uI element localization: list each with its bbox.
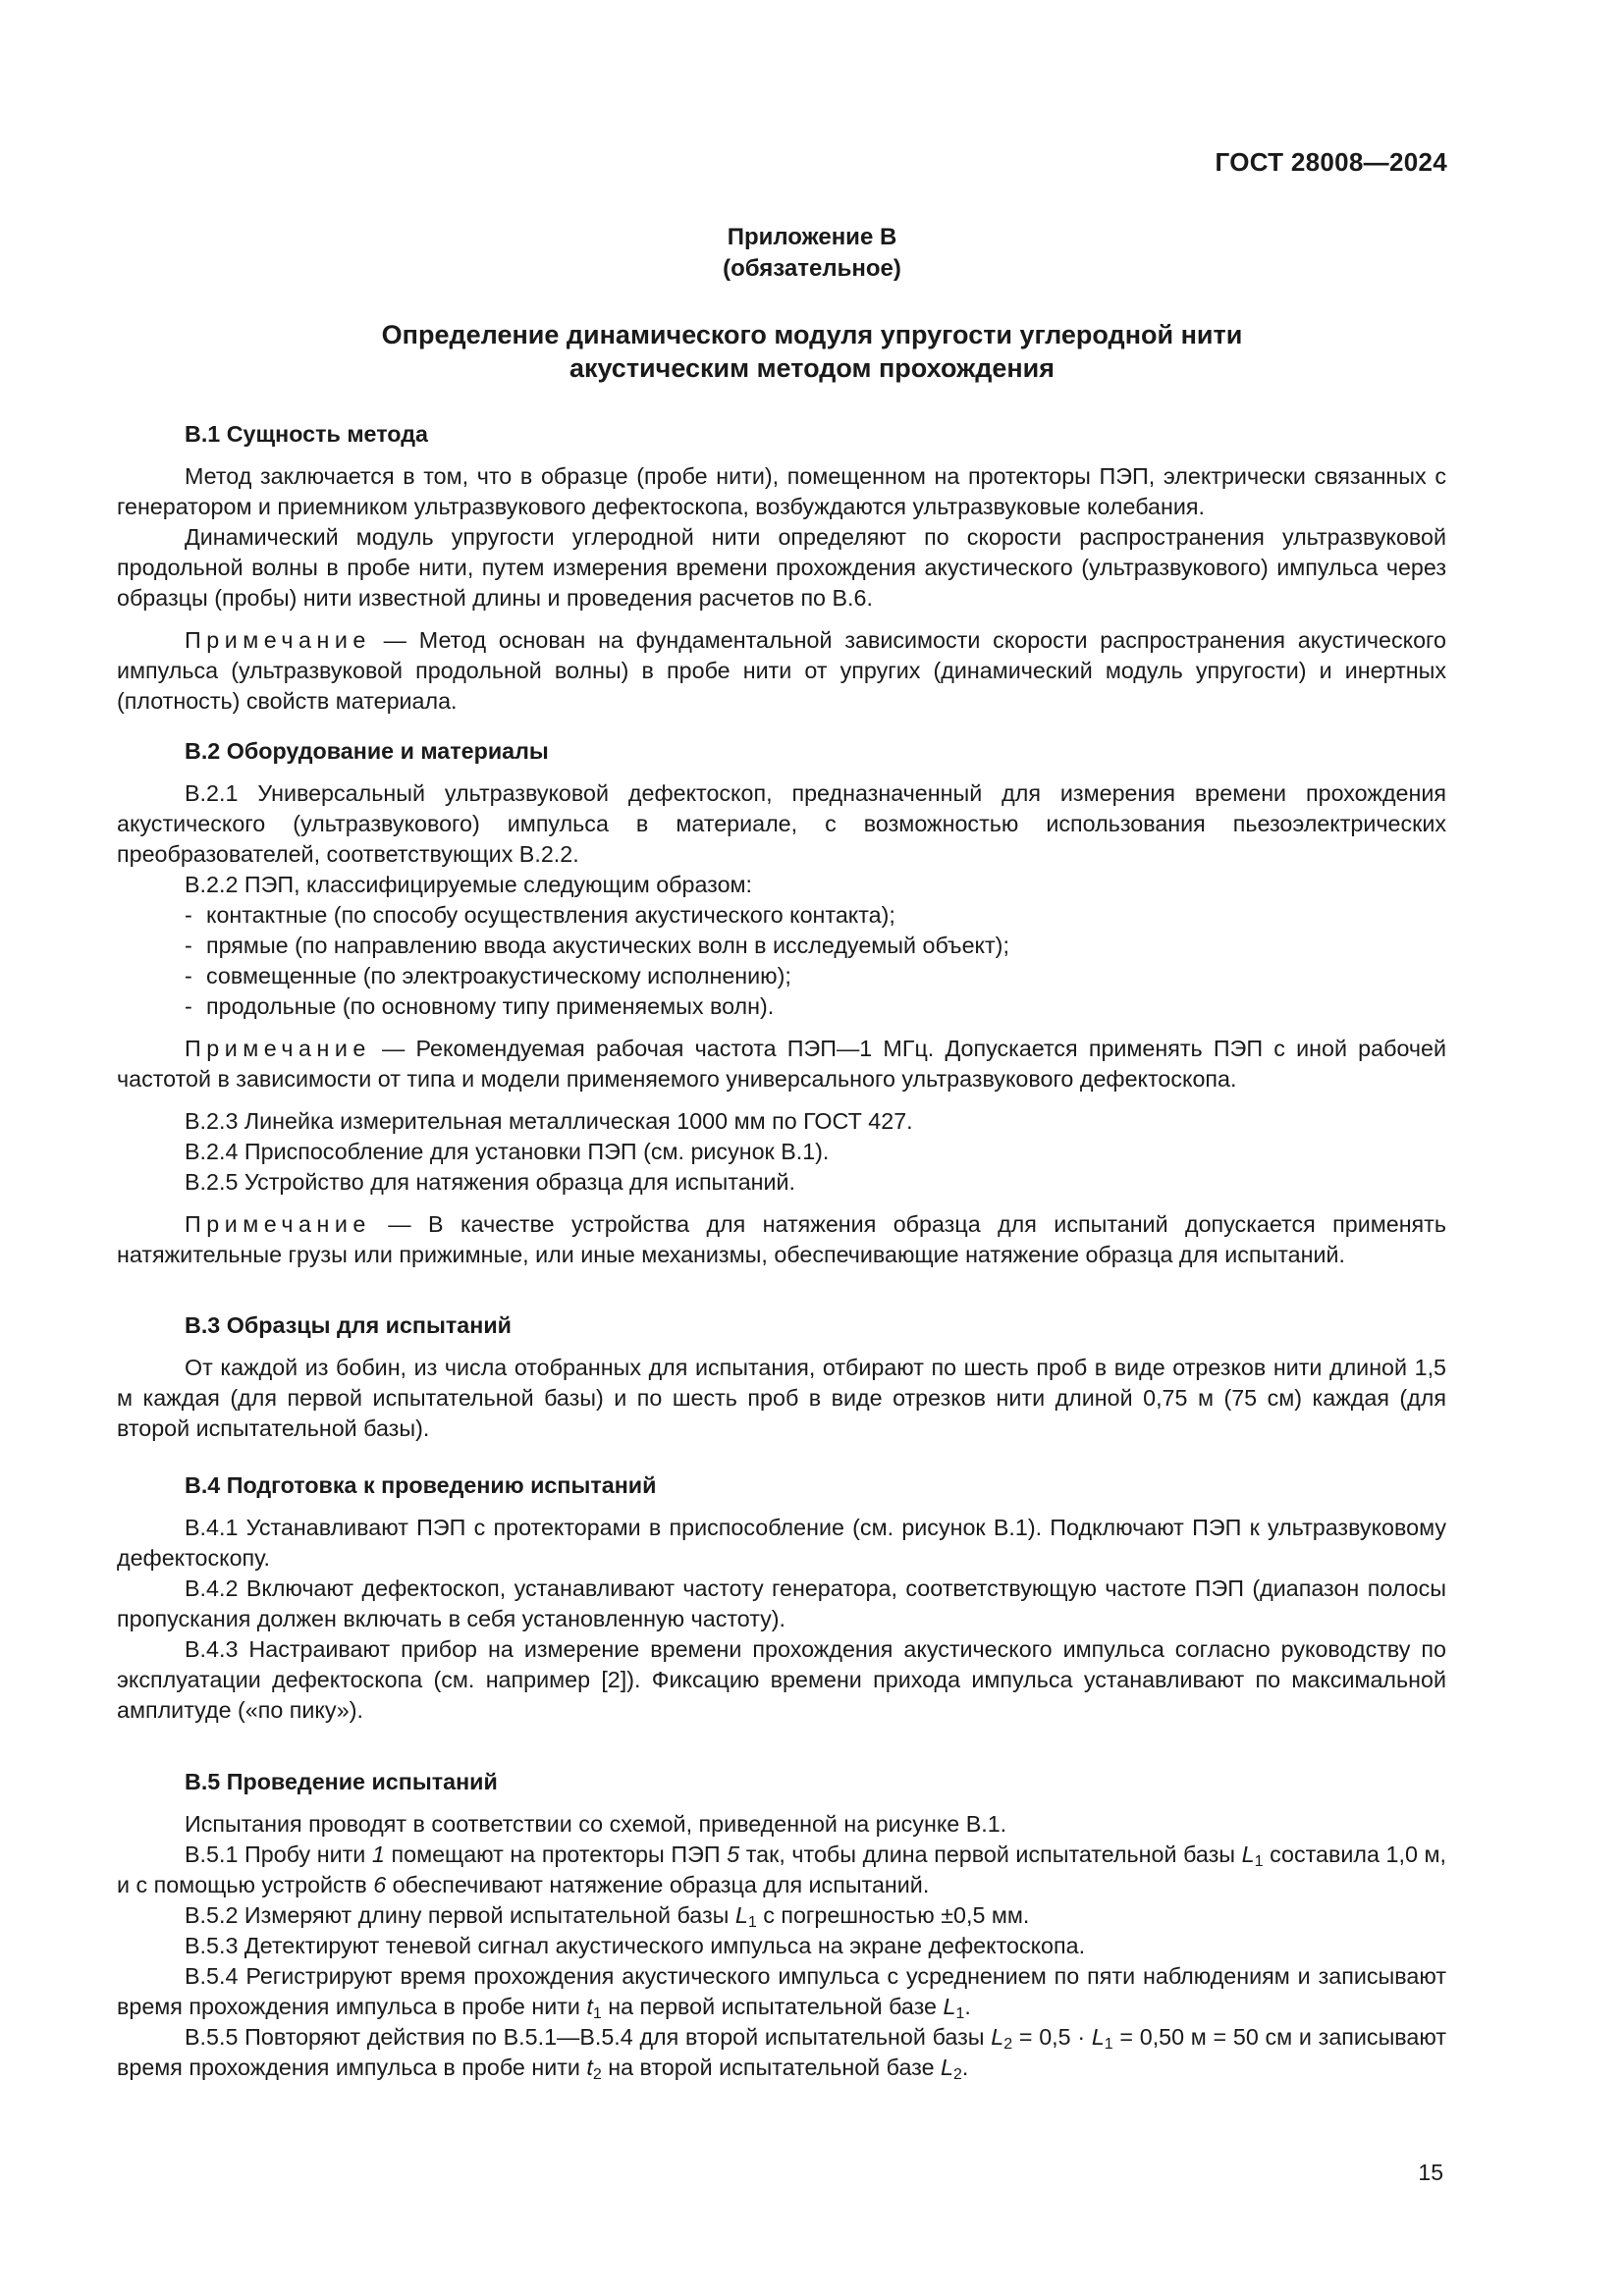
paragraph: В.2.5 Устройство для натяжения образца для испытаний.	[185, 1169, 796, 1195]
paragraph: В.2.4 Приспособление для установки ПЭП (см. рисунок В.1).	[185, 1139, 830, 1164]
annex-title: Приложение В	[727, 224, 897, 250]
paragraph: В.4.2 Включают дефектоскоп, устанавливают частоту генератора, соответствующую частоте ПЭП (диапазон полосы пропускания должен включать в себя установленную частоту).	[117, 1575, 1446, 1631]
paragraph: В.5.4 Регистрируют время прохождения акустического импульса с усреднением по пяти наблюдениям и записывают время прохождения импульса в пробе нити $t_1$ на первой испытательной базе $L_1$.	[117, 1963, 1446, 2022]
section-b1	[117, 419, 1446, 717]
paragraph: В.2.3 Линейка измерительная металлическая 1000 мм по ГОСТ 427.	[185, 1108, 913, 1134]
note-label: Примечание	[185, 627, 371, 653]
section-heading: В.5 Проведение испытаний	[185, 1769, 498, 1794]
section-heading: В.2 Оборудование и материалы	[185, 738, 549, 764]
paragraph: В.5.5 Повторяют действия по В.5.1—В.5.4 для второй испытательной базы $L_2 = 0,5 \cdot L_1 = 0,50$ м = 50 см и записывают время прохождения импульса в пробе нити $t_2$ на второй испытательной базе $L_2$.	[117, 2024, 1447, 2083]
paragraph: Динамический модуль упругости углеродной нити определяют по скорости распространения ультразвуковой продольной волны в пробе нити, путем измерения времени прохождения акустического (ультразвукового) импульса через образцы (пробы) нити известной длины и проведения расчетов по В.6.	[117, 524, 1446, 611]
annex-status: (обязательное)	[723, 255, 901, 282]
paragraph: В.4.3 Настраивают прибор на измерение времени прохождения акустического импульса согласно руководству по эксплуатации дефектоскопа (см. например [2]). Фиксацию времени прихода импульса устанавливают по максимальной амплитуде («по пику»).	[117, 1636, 1446, 1723]
section-b3	[117, 1310, 1446, 1444]
list-item: - контактные (по способу осуществления акустического контакта);	[185, 902, 895, 928]
section-heading: В.1 Сущность метода	[185, 421, 428, 447]
page-number: 15	[1418, 2160, 1443, 2185]
section-b2	[117, 736, 1446, 1270]
note	[117, 1209, 1446, 1270]
paragraph: В.2.2 ПЭП, классифицируемые следующим образом:	[185, 872, 753, 897]
paragraph: В.5.3 Детектируют теневой сигнал акустического импульса на экране дефектоскопа.	[185, 1933, 1086, 1958]
standard-number: ГОСТ 28008—2024	[1215, 147, 1447, 177]
note	[117, 625, 1446, 717]
note-label: Примечание	[185, 1036, 371, 1061]
note-label: Примечание	[185, 1211, 371, 1237]
section-heading: В.4 Подготовка к проведению испытаний	[185, 1472, 657, 1498]
note-text: — В качестве устройства для натяжения образца для испытаний допускается применять натяжительные грузы или прижимные, или иные механизмы, обеспечивающие натяжение образца для испытаний.	[117, 1211, 1446, 1267]
list-item: - продольные (по основному типу применяемых волн).	[185, 993, 775, 1019]
paragraph: В.4.1 Устанавливают ПЭП с протекторами в приспособление (см. рисунок В.1). Подключают ПЭП к ультразвуковому дефектоскопу.	[117, 1515, 1446, 1571]
paragraph: В.2.1 Универсальный ультразвуковой дефектоскоп, предназначенный для измерения времени прохождения акустического (ультразвукового) импульса в материале, с возможностью использования пьезоэлектрических преобразователей, соответствующих В.2.2.	[117, 780, 1446, 867]
note-text: — Рекомендуемая рабочая частота ПЭП—1 МГц. Допускается применять ПЭП с иной рабочей частотой в зависимости от типа и модели применяемого универсального ультразвукового дефектоскопа.	[117, 1036, 1446, 1092]
note	[117, 1034, 1446, 1095]
paragraph: Испытания проводят в соответствии со схемой, приведенной на рисунке В.1.	[185, 1811, 1007, 1837]
note-text: — Метод основан на фундаментальной зависимости скорости распространения акустического импульса (ультразвуковой продольной волны) в пробе нити от упругих (динамический модуль упругости) и инертных (плотность) свойств материала.	[117, 627, 1446, 714]
section-b5	[117, 1767, 1446, 2083]
list-item: - совмещенные (по электроакустическому исполнению);	[185, 963, 791, 988]
section-b4	[117, 1470, 1446, 1726]
list-item: - прямые (по направлению ввода акустических волн в исследуемый объект);	[185, 933, 1009, 958]
paragraph: От каждой из бобин, из числа отобранных для испытания, отбирают по шесть проб в виде отрезков нити длиной 1,5 м каждая (для первой испытательной базы) и по шесть проб в виде отрезков нити длиной 0,75 м (75 см) каждая (для второй испытательной базы).	[117, 1355, 1446, 1441]
paragraph: В.5.2 Измеряют длину первой испытательной базы $L_1$ с погрешностью ±0,5 мм.	[185, 1902, 1030, 1931]
paragraph: Метод заключается в том, что в образце (пробе нити), помещенном на протекторы ПЭП, электрически связанных с генератором и приемником ультразвукового дефектоскопа, возбуждаются ультразвуковые колебания.	[117, 463, 1446, 519]
section-heading: В.3 Образцы для испытаний	[185, 1312, 512, 1338]
document-title-line-2: акустическим методом прохождения	[568, 353, 1056, 383]
paragraph: В.5.1 Пробу нити 1 помещают на протекторы ПЭП 5 так, чтобы длина первой испытательной базы $L_1$ составила 1,0 м, и с помощью устройств 6 обеспечивают натяжение образца для испытаний.	[117, 1842, 1446, 1897]
document-title-line-1: Определение динамического модуля упругости углеродной нити	[381, 320, 1243, 349]
